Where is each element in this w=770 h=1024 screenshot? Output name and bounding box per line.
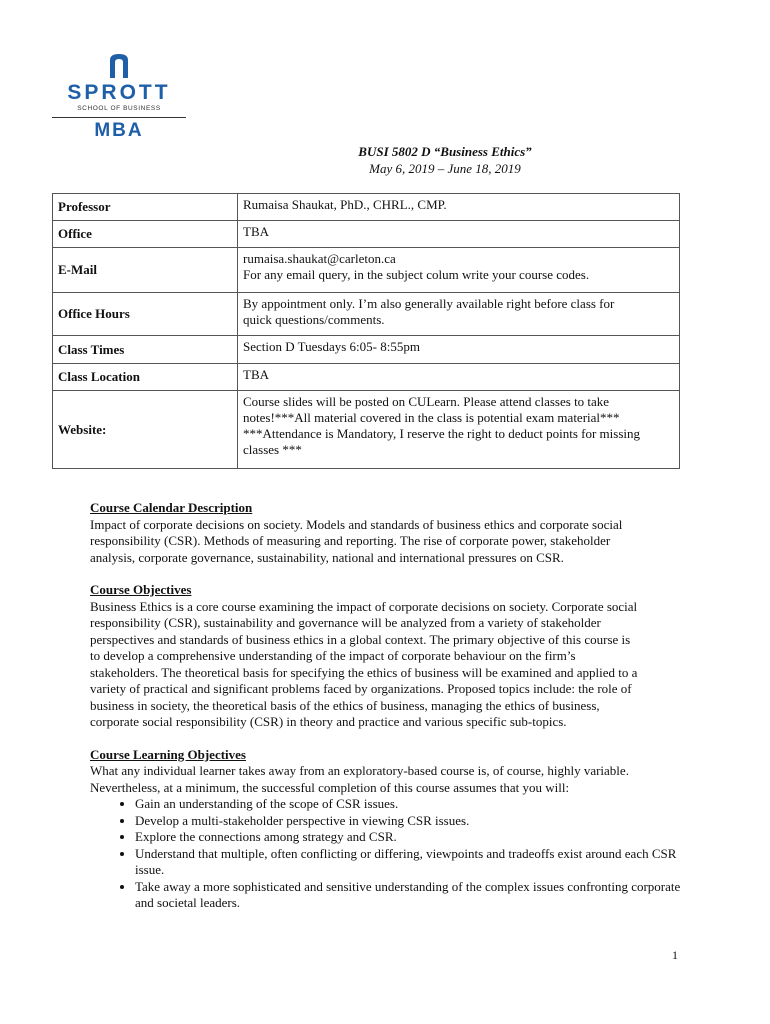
row-label: Class Times (53, 336, 238, 364)
logo-divider (52, 117, 186, 118)
row-label: Office Hours (53, 293, 238, 336)
syllabus-body (90, 500, 690, 928)
paragraph-line: variety of practical and significant problems faced by organizations. Proposed topics include: the role of (90, 681, 632, 696)
email-link[interactable]: rumaisa.shaukat@carleton.ca (243, 251, 396, 266)
page-number: 1 (672, 948, 678, 962)
row-label: Professor (53, 194, 238, 221)
course-code: BUSI 5802 D “Business Ethics” (358, 144, 532, 159)
list-item: • Develop a multi-stakeholder perspective in viewing CSR issues. (135, 813, 690, 830)
section-heading: Course Learning Objectives (90, 746, 246, 762)
list-item: • Explore the connections among strategy and CSR. (135, 829, 690, 846)
paragraph-line: Business Ethics is a core course examining the impact of corporate decisions on society. Corporate social (90, 598, 638, 614)
row-value: TBA (238, 221, 680, 248)
logo-school: SCHOOL OF BUSINESS (77, 105, 161, 112)
course-dates: May 6, 2019 – June 18, 2019 (369, 161, 521, 176)
list-item: • Understand that multiple, often conflicting or differing, viewpoints and tradeoffs exist around each CSR issue. (135, 846, 690, 879)
row-label: Office (53, 221, 238, 248)
course-info-table (52, 193, 680, 469)
row-value: By appointment only. I’m also generally available right before class for quick questions/comments. (238, 293, 680, 336)
row-value: Course slides will be posted on CULearn. Please attend classes to take notes!***All material covered in the class is potential exam material*** ***Attendance is Mandatory, I reserve the right to deduct points for missing classes *** (238, 391, 680, 469)
row-value: rumaisa.shaukat@carleton.ca For any email query, in the subject colum write your course codes. (238, 248, 680, 293)
paragraph-line: corporate social responsibility (CSR) in theory and practice and various specific sub-topics. (90, 714, 567, 729)
row-label: Website: (53, 391, 238, 469)
sprott-mba-logo (52, 52, 186, 141)
paragraph-line: business in society, the theoretical basis of the ethics of business, managing the ethics of business, (90, 697, 600, 713)
course-header (250, 143, 640, 177)
list-item: • Gain an understanding of the scope of CSR issues. (135, 796, 690, 813)
table-row (53, 391, 680, 469)
table-row (53, 364, 680, 391)
objectives-section (90, 582, 690, 731)
row-value: Section D Tuesdays 6:05- 8:55pm (238, 336, 680, 364)
objectives-list (90, 796, 690, 912)
table-row (53, 194, 680, 221)
paragraph-line: responsibility (CSR). Methods of measuring and reporting. The rise of corporate power, stakeholder (90, 533, 611, 548)
row-label: Class Location (53, 364, 238, 391)
table-row (53, 336, 680, 364)
calendar-section (90, 500, 690, 566)
list-item: • Take away a more sophisticated and sensitive understanding of the complex issues confronting corporate and societal leaders. (135, 879, 690, 912)
paragraph-line: Impact of corporate decisions on society. Models and standards of business ethics and corporate social (90, 516, 623, 532)
paragraph-line: to develop a comprehensive understanding of the impact of corporate behaviour on the firm’s (90, 648, 576, 663)
section-heading: Course Calendar Description (90, 500, 253, 515)
paragraph-line: stakeholders. The theoretical basis for specifying the ethics of business will be examined and applied to a (90, 664, 638, 680)
logo-name: SPROTT (67, 81, 171, 104)
table-row (53, 221, 680, 248)
row-label: E-Mail (53, 248, 238, 293)
logo-program: MBA (94, 120, 144, 141)
paragraph-line: perspectives and standards of business ethics in a global context. The primary objective of this course is (90, 631, 631, 647)
paragraph-line: What any individual learner takes away from an exploratory-based course is, of course, highly variable. (90, 763, 629, 778)
paragraph-line: Nevertheless, at a minimum, the successful completion of this course assumes that you will: (90, 779, 570, 795)
paragraph-line: analysis, corporate governance, sustainability, national and international pressures on CSR. (90, 549, 564, 565)
row-value: Rumaisa Shaukat, PhD., CHRL., CMP. (238, 194, 680, 221)
table-row (53, 293, 680, 336)
section-heading: Course Objectives (90, 582, 192, 597)
sprott-shield-icon (108, 52, 130, 78)
table-row (53, 248, 680, 293)
learning-objectives-section (90, 747, 690, 912)
paragraph-line: responsibility (CSR), sustainability and governance will be analyzed from a variety of stakeholder (90, 615, 601, 630)
row-value: TBA (238, 364, 680, 391)
